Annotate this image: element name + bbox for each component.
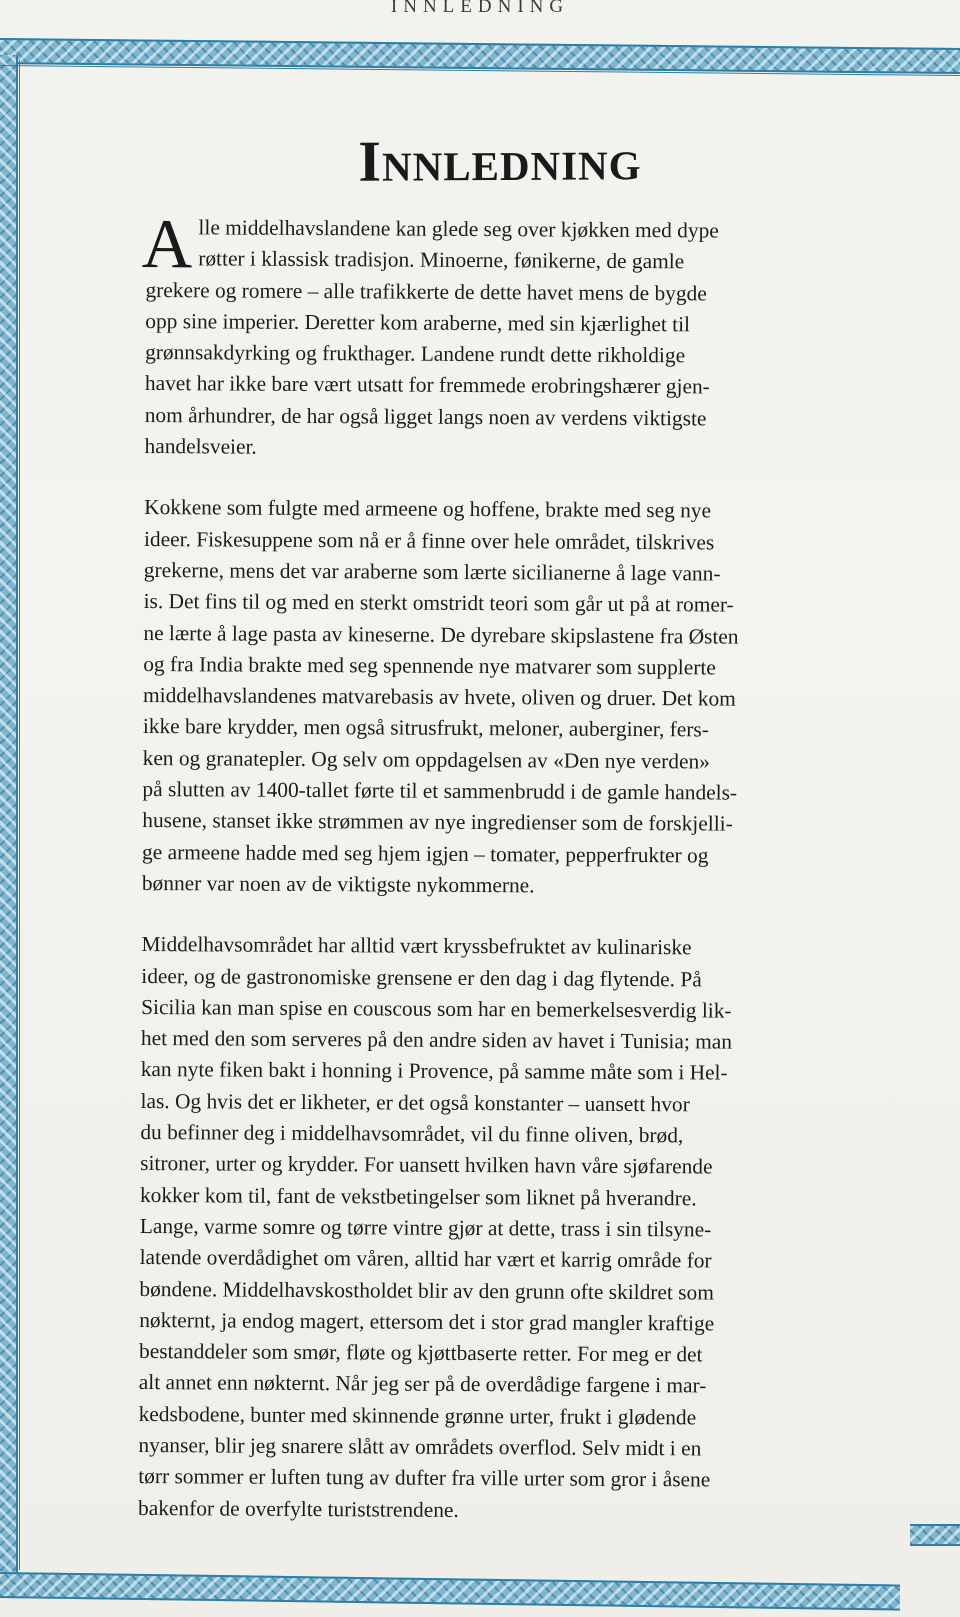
paragraph: [142, 492, 844, 903]
chapter-title: Innledning: [358, 127, 642, 194]
text-line: middelhavslandenes matvarebasis av hvete, oliven og druer. Det kom: [142, 683, 736, 711]
text-line: nøkternt, ja endog magert, ettersom det i stor grad mangler kraftige: [139, 1307, 715, 1336]
text-line: husene, stanset ikke strømmen av nye ingredienser som de forskjelli-: [142, 808, 733, 836]
paragraph-gap: [144, 462, 844, 496]
frame-line: [19, 60, 20, 1570]
decorative-border-left: [0, 55, 18, 1575]
text-line: grønnsakdyrking og frukthager. Landene rundt dette rikholdige: [145, 340, 686, 368]
text-line: bakenfor de overfylte turiststrendene.: [138, 1495, 459, 1522]
text-line: på slutten av 1400-tallet førte til et sammenbrudd i de gamle handels-: [142, 777, 738, 805]
text-line: du befinner deg i middelhavsområdet, vil du finne oliven, brød,: [140, 1119, 684, 1148]
text-line: alt annet enn nøkternt. Når jeg ser på de overdådige fargene i mar-: [138, 1370, 707, 1398]
text-line: bøndene. Middelhavskostholdet blir av den grunn ofte skildret som: [139, 1276, 714, 1304]
decorative-border-bottom: [0, 1572, 900, 1611]
text-line: Middelhavsområdet har alltid vært kryssbefruktet av kulinariske: [141, 932, 692, 960]
text-line: grekere og romere – alle trafikkerte de dette havet mens de bygde: [145, 277, 707, 306]
text-line: nom århundrer, de har også ligget langs noen av verdens viktigste: [144, 402, 707, 431]
text-line: røtter i klassisk tradisjon. Minoerne, fønikerne, de gamle: [198, 246, 685, 274]
text-line: bestanddeler som smør, fløte og kjøttbaserte retter. For meg er det: [138, 1339, 703, 1367]
text-line: las. Og hvis det er likheter, er det også konstanter – uansett hvor: [140, 1088, 690, 1117]
text-line: grekerne, mens det var araberne som lærte sicilianerne å lage vann-: [143, 557, 721, 586]
text-line: ikke bare krydder, men også sitrusfrukt, meloner, auberginer, fers-: [142, 714, 709, 742]
text-line: sitroner, urter og krydder. For uansett hvilken havn våre sjøfarende: [140, 1151, 713, 1179]
text-line: nyanser, blir jeg snarere slått av områdets overflod. Selv midt i en: [138, 1432, 702, 1461]
text-line: ne lærte å lage pasta av kineserne. De dyrebare skipslastene fra Østen: [143, 620, 739, 649]
text-line: havet har ikke bare vært utsatt for fremmede erobringshærer gjen-: [144, 371, 710, 399]
paragraph-gap: [142, 899, 842, 933]
running-head: INNLEDNING: [390, 0, 570, 17]
body-text: [138, 205, 846, 1528]
text-line: het med den som serveres på den andre siden av havet i Tunisia; man: [140, 1026, 733, 1054]
paragraph: [141, 205, 846, 467]
text-line: ken og granatepler. Og selv om oppdagelsen av «Den nye verden»: [142, 745, 711, 774]
text-line: ge armeene hadde med seg hjem igjen – tomater, pepperfrukter og: [142, 839, 709, 868]
text-line: Sicilia kan man spise en couscous som har en bemerkelsesverdig lik-: [141, 994, 732, 1023]
text-line: handelsveier.: [144, 434, 257, 459]
paragraph: [138, 929, 842, 1528]
text-line: ideer. Fiskesuppene som nå er å finne over hele området, tilskrives: [143, 526, 715, 555]
text-line: tørr sommer er luften tung av dufter fra ville urter som gror i åsene: [138, 1464, 711, 1492]
text-line: kedsbodene, bunter med skinnende grønne urter, frukt i glødende: [138, 1401, 697, 1430]
drop-cap: A: [141, 205, 193, 284]
text-line: Lange, varme somre og tørre vintre gjør at dette, trass i sin tilsyne-: [139, 1213, 712, 1242]
text-line: kokker kom til, fant de vekstbetingelser som liknet på hverandre.: [139, 1182, 697, 1210]
text-line: opp sine imperier. Deretter kom araberne, med sin kjærlighet til: [145, 308, 691, 337]
decorative-border-corner: [910, 1524, 960, 1546]
text-line: Kokkene som fulgte med armeene og hoffene, brakte med seg nye: [144, 495, 712, 523]
text-line: og fra India brakte med seg spennende nye matvarer som supplerte: [143, 651, 716, 680]
decorative-border-top: [0, 38, 960, 74]
text-line: bønner var noen av de viktigste nykommerne.: [141, 870, 535, 898]
text-line: kan nyte fiken bakt i honning i Provence, på samme måte som i Hel-: [140, 1057, 728, 1085]
text-line: lle middelhavslandene kan glede seg over kjøkken med dype: [198, 215, 719, 243]
text-line: latende overdådighet om våren, alltid har vært et karrig område for: [139, 1245, 712, 1273]
text-line: ideer, og de gastronomiske grensene er den dag i dag flytende. På: [141, 963, 702, 991]
text-line: is. Det fins til og med en sterkt omstridt teori som går ut på at romer-: [143, 589, 734, 617]
